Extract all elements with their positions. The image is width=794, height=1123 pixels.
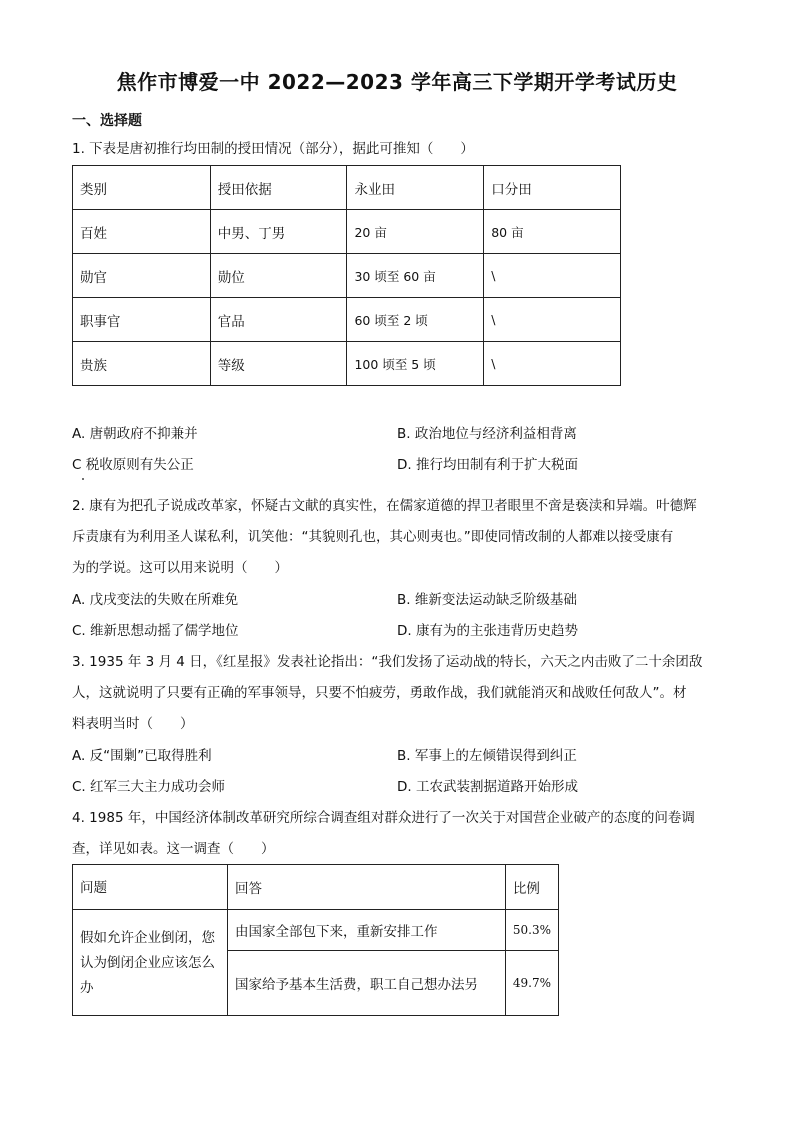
q2-line-1: 2. 康有为把孔子说成改革家，怀疑古文献的真实性，在儒家道德的捍卫者眼里不啻是亵渎和异端。叶德辉 — [72, 498, 697, 514]
table-row — [73, 910, 559, 951]
q2-line-2: 斥责康有为利用圣人谋私利，讥笑他：“其貌则孔也，其心则夷也。”即使同情改制的人都难以接受康有 — [72, 529, 674, 545]
table-cell: 60 顷至 2 顷 — [347, 298, 484, 342]
table-header-cell: 授田依据 — [210, 166, 347, 210]
table-cell: \ — [484, 254, 621, 298]
table-cell-ratio: 49.7% — [505, 951, 558, 1016]
table-cell: \ — [484, 342, 621, 386]
table-cell: 官品 — [210, 298, 347, 342]
table-cell: 等级 — [210, 342, 347, 386]
table-cell: 职事官 — [73, 298, 211, 342]
table-cell: 百姓 — [73, 210, 211, 254]
q4-table — [72, 864, 559, 1016]
q2-option-a: A. 戊戌变法的失败在所难免 — [72, 592, 239, 608]
q3-line-2: 人，这就说明了只要有正确的军事领导，只要不怕疲劳，勇敢作战，我们就能消灭和战败任何敌人”。材 — [72, 685, 687, 701]
q2-option-d: D. 康有为的主张违背历史趋势 — [397, 623, 578, 639]
q2-option-b: B. 维新变法运动缺乏阶级基础 — [397, 592, 577, 608]
table-cell: 勋位 — [210, 254, 347, 298]
table-cell: 勋官 — [73, 254, 211, 298]
q1-option-c: C 税收原则有失公正 — [72, 457, 194, 473]
stray-dot-mark — [82, 478, 84, 480]
q4-line-1: 4. 1985 年，中国经济体制改革研究所综合调查组对群众进行了一次关于对国营企业破产的态度的问卷调 — [72, 810, 695, 826]
q3-option-a: A. 反“围剿”已取得胜利 — [72, 748, 212, 764]
table-cell: 100 顷至 5 顷 — [347, 342, 484, 386]
table-header-row — [73, 865, 559, 910]
table-cell: 20 亩 — [347, 210, 484, 254]
table-header-cell: 比例 — [505, 865, 558, 910]
q1-option-b: B. 政治地位与经济利益相背离 — [397, 426, 577, 442]
table-row — [73, 298, 621, 342]
q1-table — [72, 165, 621, 386]
table-cell-answer: 国家给予基本生活费，职工自己想办法另 — [227, 951, 505, 1016]
table-cell: 贵族 — [73, 342, 211, 386]
table-row — [73, 342, 621, 386]
table-header-cell: 口分田 — [484, 166, 621, 210]
exam-title: 焦作市博爱一中 2022—2023 学年高三下学期开学考试历史 — [116, 70, 678, 94]
table-cell-question: 假如允许企业倒闭，您认为倒闭企业应该怎么办 — [73, 910, 228, 1016]
q3-line-3: 料表明当时（ ） — [72, 716, 194, 732]
table-header-cell: 回答 — [227, 865, 505, 910]
table-header-row — [73, 166, 621, 210]
section-heading: 一、选择题 — [72, 113, 142, 129]
q4-line-2: 查，详见如表。这一调查（ ） — [72, 841, 275, 857]
table-header-cell: 问题 — [73, 865, 228, 910]
table-cell: 80 亩 — [484, 210, 621, 254]
q1-stem: 1. 下表是唐初推行均田制的授田情况（部分），据此可推知（ ） — [72, 141, 474, 157]
table-cell-answer: 由国家全部包下来，重新安排工作 — [227, 910, 505, 951]
q1-option-d: D. 推行均田制有利于扩大税面 — [397, 457, 578, 473]
table-row — [73, 254, 621, 298]
q3-option-c: C. 红军三大主力成功会师 — [72, 779, 226, 795]
q3-option-b: B. 军事上的左倾错误得到纠正 — [397, 748, 577, 764]
table-row — [73, 210, 621, 254]
table-cell: \ — [484, 298, 621, 342]
table-cell: 30 顷至 60 亩 — [347, 254, 484, 298]
q3-option-d: D. 工农武装割据道路开始形成 — [397, 779, 578, 795]
q3-line-1: 3. 1935 年 3 月 4 日，《红星报》发表社论指出：“我们发扬了运动战的特长，六天之内击败了二十余团敌 — [72, 654, 703, 670]
table-cell-ratio: 50.3% — [505, 910, 558, 951]
q2-line-3: 为的学说。这可以用来说明（ ） — [72, 560, 288, 576]
table-header-cell: 类别 — [73, 166, 211, 210]
q1-option-a: A. 唐朝政府不抑兼并 — [72, 426, 198, 442]
table-cell: 中男、丁男 — [210, 210, 347, 254]
table-header-cell: 永业田 — [347, 166, 484, 210]
q2-option-c: C. 维新思想动摇了儒学地位 — [72, 623, 239, 639]
